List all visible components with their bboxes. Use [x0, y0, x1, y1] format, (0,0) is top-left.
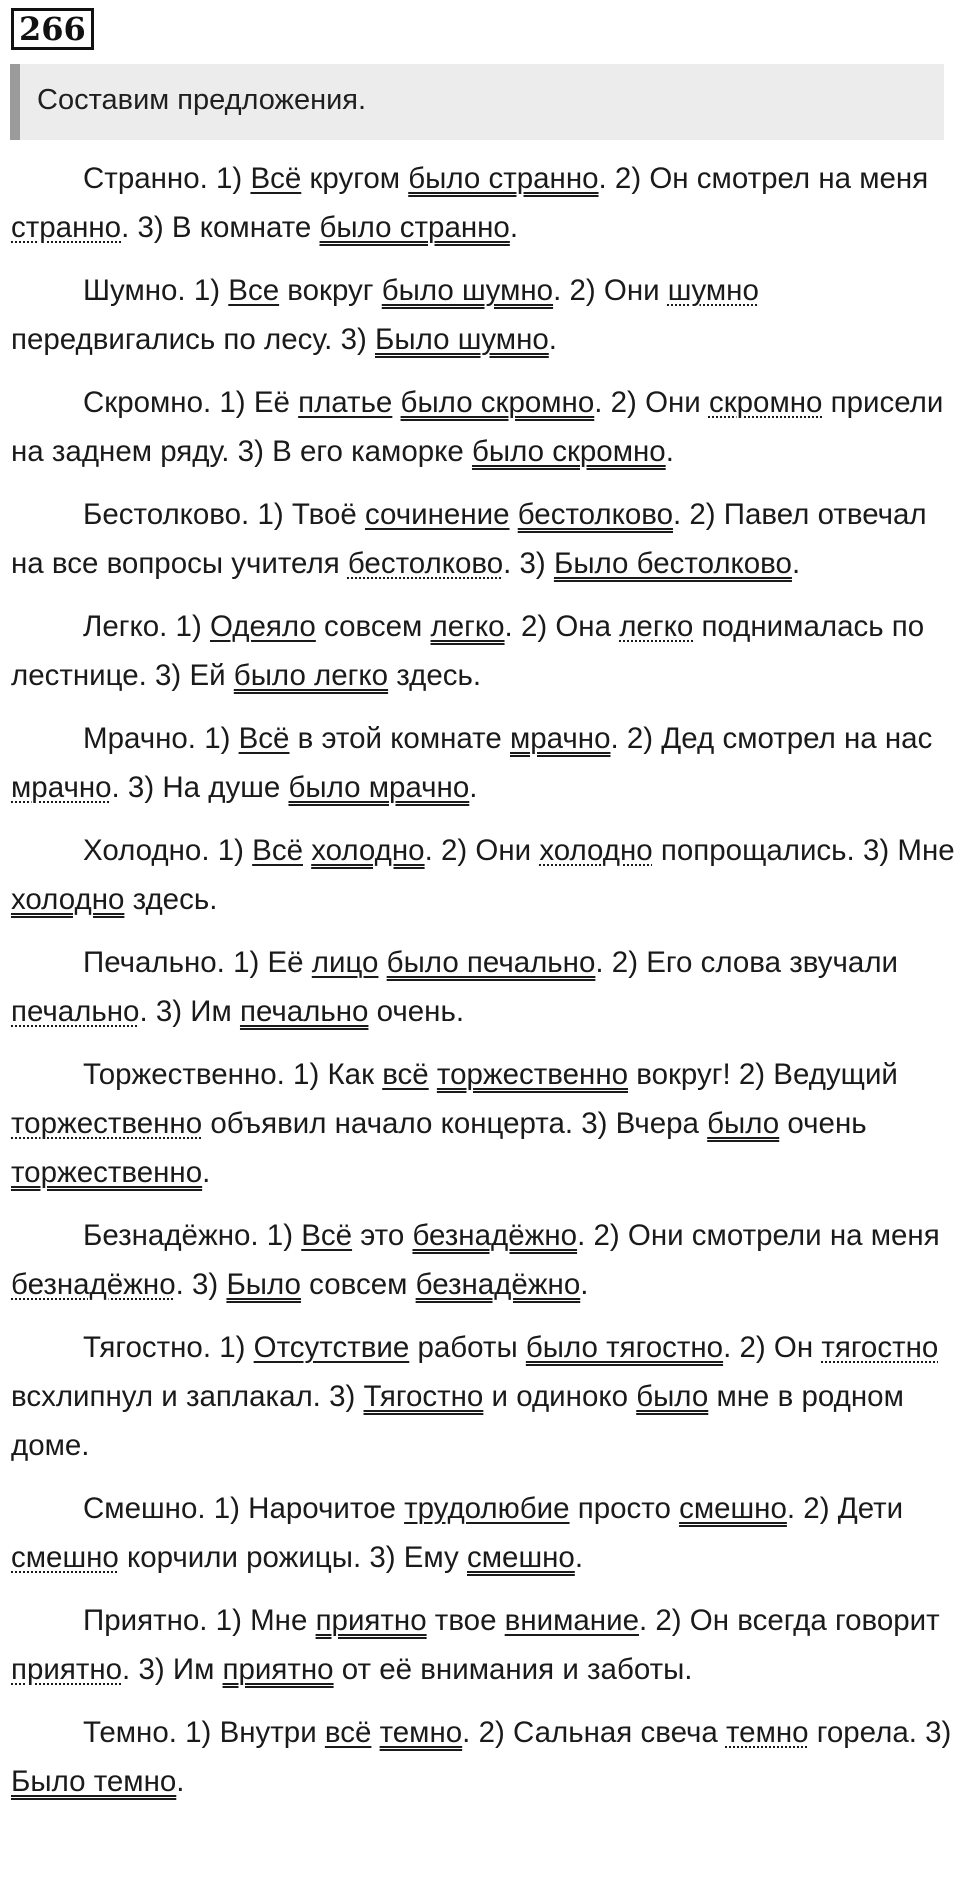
text-segment: поднималась по лестнице. 3) Ей [11, 610, 925, 692]
subject-word: сочинение [364, 498, 510, 531]
sentence-paragraph [11, 826, 956, 924]
text-segment: . 3) Им [122, 1653, 223, 1686]
text-segment: . [580, 1268, 589, 1301]
predicate-word: смешно [467, 1541, 575, 1574]
text-segment: . [548, 323, 557, 356]
subject-word: всё [382, 1058, 429, 1091]
text-segment: очень. [368, 995, 465, 1028]
subject-word: Все [228, 274, 280, 307]
text-segment: . 2) Она [504, 610, 620, 643]
sentence-paragraph [11, 154, 956, 252]
predicate-word: холодно [11, 883, 125, 916]
predicate-word: было странно [408, 162, 599, 195]
adverbial-word: тягостно [821, 1331, 939, 1364]
predicate-word: Тягостно [363, 1380, 484, 1413]
text-segment: . 2) Они смотрели на меня [577, 1219, 940, 1252]
predicate-word: холодно [311, 834, 425, 867]
text-segment: Холодно. 1) [83, 834, 253, 867]
text-segment: . 2) Павел отвечал на все вопросы учителя [11, 498, 927, 580]
predicate-word: Было бестолково [553, 547, 792, 580]
text-segment: в этой комнате [289, 722, 510, 755]
adverbial-word: скромно [708, 386, 823, 419]
text-segment: . 2) Сальная свеча [462, 1716, 726, 1749]
subject-word: лицо [311, 946, 379, 979]
predicate-word: было скромно [400, 386, 595, 419]
text-segment: . 2) Он всегда говорит [638, 1604, 940, 1637]
adverbial-word: торжественно [11, 1107, 203, 1140]
predicate-word: было шумно [381, 274, 554, 307]
text-segment: объявил начало концерта. 3) Вчера [202, 1107, 708, 1140]
text-segment: Торжественно. 1) Как [83, 1058, 383, 1091]
text-segment [510, 498, 518, 531]
predicate-word: легко [430, 610, 505, 643]
text-segment: Странно. 1) [83, 162, 251, 195]
subject-word: Отсутствие [253, 1331, 410, 1364]
text-segment [303, 834, 311, 867]
exercise-number: 266 [11, 8, 94, 50]
text-segment: Безнадёжно. 1) [83, 1219, 302, 1252]
predicate-word: было странно [319, 211, 510, 244]
text-segment: . [469, 771, 478, 804]
predicate-word: печально [239, 995, 369, 1028]
text-segment: передвигались по лесу. 3) [11, 323, 375, 356]
sentence-paragraph [11, 602, 956, 700]
subject-word: платье [298, 386, 393, 419]
text-segment: корчили рожицы. 3) Ему [118, 1541, 467, 1574]
text-segment: просто [569, 1492, 680, 1525]
text-segment: . [509, 211, 519, 244]
adverbial-word: бестолково [347, 547, 504, 580]
predicate-word: приятно [315, 1604, 427, 1637]
predicate-word: смешно [679, 1492, 787, 1525]
text-segment: Шумно. 1) [83, 274, 229, 307]
text-segment: и одиноко [483, 1380, 637, 1413]
text-segment: очень [779, 1107, 867, 1140]
text-segment: . 2) Они [553, 274, 668, 307]
predicate-word: торжественно [436, 1058, 629, 1091]
subject-word: Одеяло [210, 610, 316, 643]
predicate-word: было [707, 1107, 780, 1140]
sentence-paragraph [11, 490, 956, 588]
text-segment: это [352, 1219, 413, 1252]
text-segment: Скромно. 1) Её [83, 386, 299, 419]
adverbial-word: легко [619, 610, 694, 643]
sentence-paragraph [11, 378, 956, 476]
answer-text [11, 154, 956, 1820]
text-segment: Печально. 1) Её [83, 946, 312, 979]
text-segment: работы [409, 1331, 526, 1364]
text-segment: горела. 3) [808, 1716, 952, 1749]
text-segment: Мрачно. 1) [83, 722, 239, 755]
text-segment: мне в родном доме. [11, 1380, 904, 1462]
text-segment: всхлипнул и заплакал. 3) [11, 1380, 364, 1413]
text-segment: от её внимания и заботы. [333, 1653, 693, 1686]
predicate-word: было печально [386, 946, 596, 979]
text-segment: кругом [301, 162, 409, 195]
text-segment: Легко. 1) [83, 610, 210, 643]
text-segment: . 3) Им [139, 995, 240, 1028]
text-segment: вокруг [279, 274, 382, 307]
adverbial-word: странно [11, 211, 122, 244]
predicate-word: было мрачно [288, 771, 470, 804]
subject-word: Всё [238, 722, 290, 755]
text-segment: совсем [315, 610, 431, 643]
adverbial-word: смешно [11, 1541, 119, 1574]
adverbial-word: приятно [11, 1653, 123, 1686]
text-segment: Темно. 1) Внутри [83, 1716, 325, 1749]
text-segment: попрощались. 3) Мне [652, 834, 955, 867]
sentence-paragraph [11, 1050, 956, 1197]
adverbial-word: мрачно [11, 771, 112, 804]
text-segment: . 3) В комнате [121, 211, 320, 244]
text-segment: Бестолково. 1) Твоё [83, 498, 365, 531]
adverbial-word: шумно [667, 274, 759, 307]
text-segment: . 2) Он [723, 1331, 822, 1364]
text-segment [392, 386, 400, 419]
text-segment: Смешно. 1) Нарочитое [83, 1492, 405, 1525]
task-instruction: Составим предложения. [37, 84, 367, 116]
adverbial-word: темно [725, 1716, 809, 1749]
predicate-word: приятно [222, 1653, 334, 1686]
text-segment: . [791, 547, 801, 580]
task-banner [10, 64, 944, 140]
text-segment: Тягостно. 1) [83, 1331, 254, 1364]
text-segment: . 3) На душе [111, 771, 289, 804]
predicate-word: было [636, 1380, 709, 1413]
predicate-word: темно [379, 1716, 463, 1749]
predicate-word: безнадёжно [412, 1219, 578, 1252]
adverbial-word: печально [11, 995, 140, 1028]
sentence-paragraph [11, 1596, 956, 1694]
text-segment: . 2) Они [594, 386, 709, 419]
text-segment: . [176, 1765, 185, 1798]
sentence-paragraph [11, 1708, 956, 1806]
text-segment [429, 1058, 437, 1091]
text-segment: . [202, 1156, 211, 1189]
subject-word: Всё [252, 834, 303, 867]
text-segment: совсем [300, 1268, 416, 1301]
text-segment: . [665, 435, 674, 468]
text-segment: здесь. [388, 659, 482, 692]
text-segment [378, 946, 386, 979]
subject-word: внимание [504, 1604, 639, 1637]
text-segment: . 2) Дед смотрел на нас [610, 722, 933, 755]
text-segment: твое [426, 1604, 505, 1637]
predicate-word: было тягостно [525, 1331, 724, 1364]
sentence-paragraph [11, 1323, 956, 1470]
predicate-word: Было [226, 1268, 301, 1301]
sentence-paragraph [11, 714, 956, 812]
subject-word: трудолюбие [404, 1492, 570, 1525]
subject-word: Всё [301, 1219, 353, 1252]
text-segment: здесь. [124, 883, 218, 916]
sentence-paragraph [11, 1211, 956, 1309]
text-segment: . 2) Дети [786, 1492, 904, 1525]
sentence-paragraph [11, 1484, 956, 1582]
predicate-word: торжественно [11, 1156, 203, 1189]
subject-word: Всё [250, 162, 302, 195]
text-segment: вокруг! 2) Ведущий [628, 1058, 898, 1091]
text-segment: присели на заднем ряду. 3) В его каморке [11, 386, 944, 468]
text-segment: . 2) Он смотрел на меня [598, 162, 929, 195]
predicate-word: мрачно [509, 722, 611, 755]
text-segment: . 2) Его слова звучали [595, 946, 899, 979]
predicate-word: Было темно [11, 1765, 177, 1798]
sentence-paragraph [11, 938, 956, 1036]
predicate-word: было легко [233, 659, 389, 692]
predicate-word: безнадёжно [415, 1268, 581, 1301]
predicate-word: бестолково [517, 498, 673, 531]
text-segment: . 2) Они [424, 834, 540, 867]
text-segment: . 3) [503, 547, 554, 580]
subject-word: всё [324, 1716, 372, 1749]
text-segment [371, 1716, 379, 1749]
text-segment: Приятно. 1) Мне [83, 1604, 316, 1637]
adverbial-word: безнадёжно [11, 1268, 176, 1301]
adverbial-word: холодно [539, 834, 653, 867]
sentence-paragraph [11, 266, 956, 364]
text-segment: . 3) [175, 1268, 227, 1301]
text-segment: . [574, 1541, 584, 1574]
predicate-word: Было шумно [375, 323, 549, 356]
predicate-word: было скромно [471, 435, 666, 468]
